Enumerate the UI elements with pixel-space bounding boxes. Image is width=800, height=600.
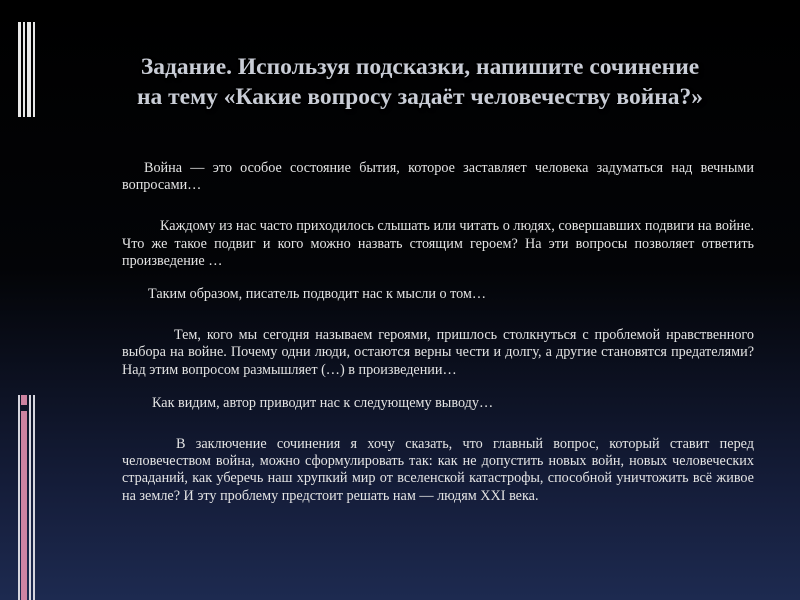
slide-title [60,52,780,112]
deco-line [18,395,20,600]
deco-line [27,22,31,117]
essay-hints [122,160,754,505]
paragraph-1: Война — это особое состояние бытия, которое заставляет человека задуматься над вечными вопросами… [122,160,754,194]
paragraph-4: Тем, кого мы сегодня называем героями, пришлось столкнуться с проблемой нравственного выбора на войне. Почему одни люди, остаются верны чести и долгу, а другие становятся предателями? Над этим вопросом размышляет (…) в произведении… [122,327,754,378]
deco-line [18,22,21,117]
paragraph-6: В заключение сочинения я хочу сказать, что главный вопрос, который ставит перед человечеством война, можно сформулировать так: как не допустить новых войн, новых человеческих страданий, как уберечь наш хрупкий мир от вселенской катастрофы, способной уничтожить всё живое на земле? И эту проблему предстоит решать нам — людям XXI века. [122,436,754,504]
deco-line [33,22,35,117]
decorative-lines-bottom [18,395,38,600]
title-line-1: Задание. Используя подсказки, напишите сочинение [140,54,700,80]
title-line-2: на тему «Какие вопросу задаёт человечеству война?» [136,84,704,110]
deco-line [29,395,31,600]
deco-line [23,22,25,117]
decorative-lines-top [18,22,38,117]
paragraph-3: Таким образом, писатель подводит нас к мысли о том… [148,286,487,303]
paragraph-2: Каждому из нас часто приходилось слышать или читать о людях, совершавших подвиги на войне. Что же такое подвиг и кого можно назвать стоящим героем? На эти вопросы позволяет ответить произведение … [122,218,754,269]
deco-pink-stripe [21,395,27,600]
deco-line [33,395,35,600]
paragraph-5: Как видим, автор приводит нас к следующему выводу… [152,394,494,411]
